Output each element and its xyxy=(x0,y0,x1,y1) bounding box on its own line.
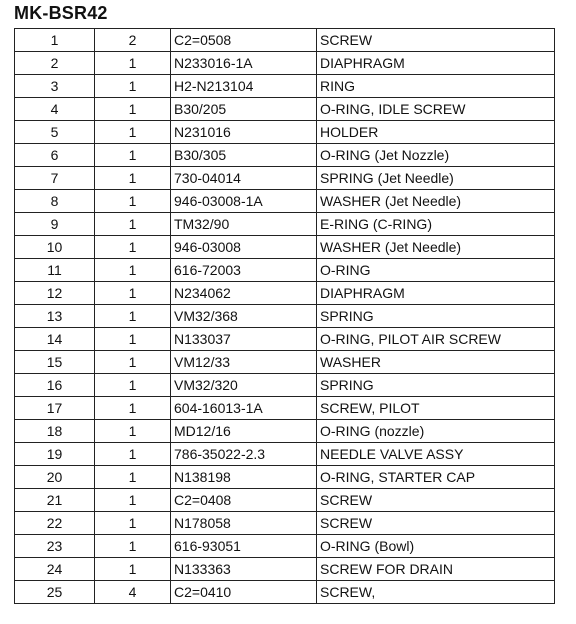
item-number-cell: 8 xyxy=(15,190,95,213)
item-number-cell: 16 xyxy=(15,374,95,397)
part-number-cell: N178058 xyxy=(171,512,317,535)
part-number-cell: N233016-1A xyxy=(171,52,317,75)
description-cell: SCREW FOR DRAIN xyxy=(317,558,555,581)
table-row xyxy=(15,512,555,535)
part-number-cell: 616-72003 xyxy=(171,259,317,282)
item-number-cell: 13 xyxy=(15,305,95,328)
part-number-cell: TM32/90 xyxy=(171,213,317,236)
item-number-cell: 6 xyxy=(15,144,95,167)
quantity-cell: 1 xyxy=(95,305,171,328)
description-cell: O-RING, PILOT AIR SCREW xyxy=(317,328,555,351)
description-cell: O-RING, IDLE SCREW xyxy=(317,98,555,121)
quantity-cell: 1 xyxy=(95,259,171,282)
item-number-cell: 10 xyxy=(15,236,95,259)
quantity-cell: 1 xyxy=(95,167,171,190)
table-row xyxy=(15,535,555,558)
item-number-cell: 11 xyxy=(15,259,95,282)
part-number-cell: C2=0410 xyxy=(171,581,317,604)
description-cell: DIAPHRAGM xyxy=(317,52,555,75)
quantity-cell: 1 xyxy=(95,121,171,144)
part-number-cell: 616-93051 xyxy=(171,535,317,558)
item-number-cell: 22 xyxy=(15,512,95,535)
table-row xyxy=(15,374,555,397)
part-number-cell: VM12/33 xyxy=(171,351,317,374)
item-number-cell: 23 xyxy=(15,535,95,558)
parts-table xyxy=(14,28,555,604)
part-number-cell: C2=0408 xyxy=(171,489,317,512)
description-cell: O-RING (nozzle) xyxy=(317,420,555,443)
parts-table-body xyxy=(15,29,555,604)
part-number-cell: N234062 xyxy=(171,282,317,305)
part-number-cell: B30/205 xyxy=(171,98,317,121)
description-cell: SCREW xyxy=(317,29,555,52)
part-number-cell: N231016 xyxy=(171,121,317,144)
item-number-cell: 9 xyxy=(15,213,95,236)
quantity-cell: 1 xyxy=(95,144,171,167)
description-cell: E-RING (C-RING) xyxy=(317,213,555,236)
part-number-cell: VM32/320 xyxy=(171,374,317,397)
part-number-cell: H2-N213104 xyxy=(171,75,317,98)
quantity-cell: 1 xyxy=(95,489,171,512)
table-row xyxy=(15,121,555,144)
item-number-cell: 2 xyxy=(15,52,95,75)
table-row xyxy=(15,75,555,98)
quantity-cell: 1 xyxy=(95,328,171,351)
quantity-cell: 1 xyxy=(95,558,171,581)
part-number-cell: B30/305 xyxy=(171,144,317,167)
item-number-cell: 7 xyxy=(15,167,95,190)
item-number-cell: 21 xyxy=(15,489,95,512)
quantity-cell: 1 xyxy=(95,236,171,259)
item-number-cell: 3 xyxy=(15,75,95,98)
kit-title: MK-BSR42 xyxy=(14,3,108,23)
part-number-cell: MD12/16 xyxy=(171,420,317,443)
quantity-cell: 1 xyxy=(95,98,171,121)
table-row xyxy=(15,443,555,466)
quantity-cell: 1 xyxy=(95,282,171,305)
table-row xyxy=(15,167,555,190)
table-row xyxy=(15,328,555,351)
description-cell: WASHER (Jet Needle) xyxy=(317,190,555,213)
table-row xyxy=(15,190,555,213)
description-cell: O-RING (Jet Nozzle) xyxy=(317,144,555,167)
quantity-cell: 1 xyxy=(95,535,171,558)
quantity-cell: 1 xyxy=(95,512,171,535)
table-row xyxy=(15,236,555,259)
part-number-cell: 786-35022-2.3 xyxy=(171,443,317,466)
part-number-cell: N133037 xyxy=(171,328,317,351)
quantity-cell: 1 xyxy=(95,420,171,443)
description-cell: DIAPHRAGM xyxy=(317,282,555,305)
quantity-cell: 1 xyxy=(95,213,171,236)
quantity-cell: 1 xyxy=(95,466,171,489)
item-number-cell: 15 xyxy=(15,351,95,374)
quantity-cell: 1 xyxy=(95,374,171,397)
quantity-cell: 1 xyxy=(95,75,171,98)
table-row xyxy=(15,259,555,282)
item-number-cell: 1 xyxy=(15,29,95,52)
table-row xyxy=(15,581,555,604)
quantity-cell: 1 xyxy=(95,190,171,213)
item-number-cell: 20 xyxy=(15,466,95,489)
part-number-cell: 730-04014 xyxy=(171,167,317,190)
table-row xyxy=(15,420,555,443)
part-number-cell: 946-03008-1A xyxy=(171,190,317,213)
quantity-cell: 1 xyxy=(95,351,171,374)
table-row xyxy=(15,397,555,420)
quantity-cell: 2 xyxy=(95,29,171,52)
description-cell: SCREW, PILOT xyxy=(317,397,555,420)
quantity-cell: 1 xyxy=(95,443,171,466)
description-cell: WASHER xyxy=(317,351,555,374)
description-cell: SPRING (Jet Needle) xyxy=(317,167,555,190)
table-row xyxy=(15,213,555,236)
description-cell: SCREW xyxy=(317,489,555,512)
description-cell: HOLDER xyxy=(317,121,555,144)
item-number-cell: 18 xyxy=(15,420,95,443)
quantity-cell: 1 xyxy=(95,397,171,420)
item-number-cell: 25 xyxy=(15,581,95,604)
part-number-cell: C2=0508 xyxy=(171,29,317,52)
part-number-cell: N133363 xyxy=(171,558,317,581)
description-cell: SPRING xyxy=(317,374,555,397)
part-number-cell: 604-16013-1A xyxy=(171,397,317,420)
item-number-cell: 14 xyxy=(15,328,95,351)
description-cell: SPRING xyxy=(317,305,555,328)
table-row xyxy=(15,466,555,489)
description-cell: RING xyxy=(317,75,555,98)
description-cell: SCREW, xyxy=(317,581,555,604)
description-cell: O-RING xyxy=(317,259,555,282)
table-row xyxy=(15,98,555,121)
part-number-cell: 946-03008 xyxy=(171,236,317,259)
quantity-cell: 1 xyxy=(95,52,171,75)
item-number-cell: 17 xyxy=(15,397,95,420)
description-cell: SCREW xyxy=(317,512,555,535)
item-number-cell: 19 xyxy=(15,443,95,466)
table-row xyxy=(15,144,555,167)
table-row xyxy=(15,305,555,328)
item-number-cell: 5 xyxy=(15,121,95,144)
quantity-cell: 4 xyxy=(95,581,171,604)
table-row xyxy=(15,489,555,512)
item-number-cell: 4 xyxy=(15,98,95,121)
table-row xyxy=(15,29,555,52)
item-number-cell: 24 xyxy=(15,558,95,581)
table-row xyxy=(15,351,555,374)
table-row xyxy=(15,282,555,305)
part-number-cell: N138198 xyxy=(171,466,317,489)
item-number-cell: 12 xyxy=(15,282,95,305)
description-cell: NEEDLE VALVE ASSY xyxy=(317,443,555,466)
description-cell: O-RING (Bowl) xyxy=(317,535,555,558)
description-cell: O-RING, STARTER CAP xyxy=(317,466,555,489)
table-row xyxy=(15,558,555,581)
part-number-cell: VM32/368 xyxy=(171,305,317,328)
table-row xyxy=(15,52,555,75)
description-cell: WASHER (Jet Needle) xyxy=(317,236,555,259)
